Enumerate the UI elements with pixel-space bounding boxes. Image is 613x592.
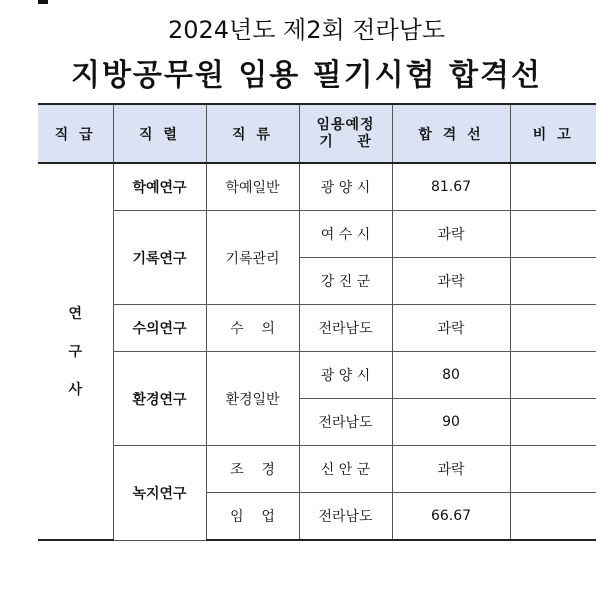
- remarks-cell: [510, 258, 596, 305]
- remarks-cell: [510, 446, 596, 493]
- agency-cell: 광 양 시: [299, 163, 392, 211]
- cutoff-table: [38, 103, 596, 541]
- series-cell: 환경연구: [113, 352, 206, 446]
- series-cell: 수의연구: [113, 305, 206, 352]
- page-subtitle: 2024년도 제2회 전라남도: [167, 16, 446, 44]
- grade-char: 연: [68, 305, 83, 322]
- agency-cell: 광 양 시: [299, 352, 392, 399]
- grade-cell: [38, 163, 113, 540]
- category-cell: 기록관리: [206, 211, 299, 305]
- cutoff-cell: 과락: [392, 211, 510, 258]
- header-agency-line2: 기 관: [319, 133, 372, 150]
- agency-cell: 전라남도: [299, 493, 392, 541]
- cutoff-cell: 80: [392, 352, 510, 399]
- table-row: [38, 352, 596, 399]
- page-title: 지방공무원 임용 필기시험 합격선: [70, 58, 543, 93]
- header-series: 직 렬: [113, 104, 206, 163]
- cutoff-cell: 과락: [392, 258, 510, 305]
- remarks-cell: [510, 352, 596, 399]
- grade-char: 구: [68, 343, 83, 360]
- remarks-cell: [510, 211, 596, 258]
- header-agency: [299, 104, 392, 163]
- cutoff-cell: 과락: [392, 446, 510, 493]
- category-cell: 임 업: [206, 493, 299, 541]
- agency-cell: 신 안 군: [299, 446, 392, 493]
- header-remarks: 비 고: [510, 104, 596, 163]
- agency-cell: 전라남도: [299, 305, 392, 352]
- table-row: [38, 211, 596, 258]
- category-cell: 수 의: [206, 305, 299, 352]
- remarks-cell: [510, 493, 596, 541]
- header-category: 직 류: [206, 104, 299, 163]
- cutoff-cell: 66.67: [392, 493, 510, 541]
- remarks-cell: [510, 163, 596, 211]
- header-cutoff: 합 격 선: [392, 104, 510, 163]
- table-row: [38, 446, 596, 493]
- remarks-cell: [510, 399, 596, 446]
- cutoff-cell: 81.67: [392, 163, 510, 211]
- category-cell: 학예일반: [206, 163, 299, 211]
- cutoff-cell: 90: [392, 399, 510, 446]
- category-cell: 조 경: [206, 446, 299, 493]
- agency-cell: 여 수 시: [299, 211, 392, 258]
- table-row: [38, 305, 596, 352]
- series-cell: 학예연구: [113, 163, 206, 211]
- table-header-row: [38, 104, 596, 163]
- table-row: [38, 163, 596, 211]
- grade-char: 사: [68, 381, 83, 398]
- corner-mark: [38, 0, 48, 4]
- agency-cell: 강 진 군: [299, 258, 392, 305]
- header-agency-line1: 임용예정: [316, 116, 375, 133]
- category-cell: 환경일반: [206, 352, 299, 446]
- series-cell: 기록연구: [113, 211, 206, 305]
- header-grade: 직 급: [38, 104, 113, 163]
- cutoff-cell: 과락: [392, 305, 510, 352]
- series-cell: 녹지연구: [113, 446, 206, 541]
- remarks-cell: [510, 305, 596, 352]
- agency-cell: 전라남도: [299, 399, 392, 446]
